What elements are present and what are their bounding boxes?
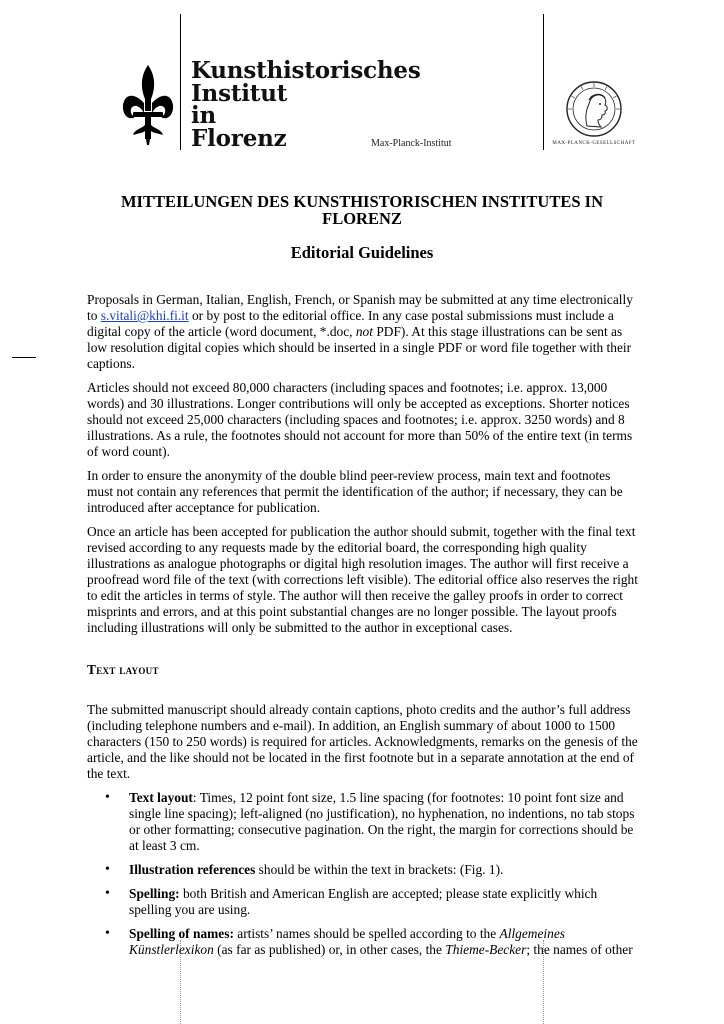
intro-paragraph-2: Articles should not exceed 80,000 characters (including spaces and footnotes; i.e. approx. 13,000 words) and 30 illustrations. Longer contributions will only be accepted as exceptions. Shorter notices should not exceed 25,000 characters (including spaces and footnotes; i.e. approx. 3250 words) and 8 illustrations. As a rule, the footnotes should not account for more than 50% of the entire text (in terms of word count). xyxy=(87,380,633,459)
institute-logo-text xyxy=(191,57,421,152)
list-item-label: Illustration references xyxy=(129,862,256,877)
list-item-text: both British and American English are accepted; please state explicitly which spelling you are using. xyxy=(129,886,598,917)
logo-line: Institut xyxy=(191,79,288,107)
logo-line: Florenz xyxy=(191,124,287,152)
list-item-text: should be within the text in brackets: (Fig. 1). xyxy=(255,862,504,877)
logo-line: in xyxy=(191,102,217,129)
fleur-de-lis-icon xyxy=(121,63,175,147)
mpg-label: MAX-PLANCK-GESELLSCHAFT xyxy=(552,141,636,146)
list-item-text: ; the names of other xyxy=(526,942,633,957)
emphasis-akl: Allgemeines Künstlerlexikon xyxy=(129,926,565,957)
document-body xyxy=(87,292,639,966)
text-span: or by post to the editorial office. In any case postal submissions must include a digital copy of the article (word document, *.doc, xyxy=(87,308,614,339)
list-item-label: Spelling: xyxy=(129,886,180,901)
text-span: PDF). At this stage illustrations can be sent as low resolution digital copies which should be inserted in a single PDF or word file together with their captions. xyxy=(87,324,632,371)
logo-line: Kunsthistorisches xyxy=(191,57,421,84)
emphasis-thieme-becker: Thieme-Becker xyxy=(445,942,527,957)
intro-paragraph-4: Once an article has been accepted for publication the author should submit, together with the final text revised according to any requests made by the editorial board, the corresponding high quality illustrations as analogue photographs or digital high resolution images. The author will first receive a proofread word file of the text (with corrections left visible). The editorial office also reserves the right to edit the articles in terms of style. The author will then receive the galley proofs in order to correct misprints and errors, and at this point substantial changes are no longer possible. The layout proofs including illustrations will only be submitted to the author in exceptional cases. xyxy=(87,524,638,635)
email-link[interactable]: s.vitali@khi.fi.it xyxy=(100,308,189,323)
section-heading-text-layout: Text layout xyxy=(87,662,159,677)
list-item-label: Spelling of names: xyxy=(129,926,234,941)
list-item xyxy=(129,862,639,878)
header-divider-right xyxy=(543,14,544,150)
list-item xyxy=(129,886,639,918)
margin-mark xyxy=(12,357,36,358)
mpi-label: Max-Planck-Institut xyxy=(371,138,452,149)
minerva-seal-icon xyxy=(565,80,623,138)
intro-paragraph-1 xyxy=(87,292,639,372)
list-item xyxy=(129,790,639,854)
intro-paragraph-3: In order to ensure the anonymity of the double blind peer-review process, main text and footnotes must not contain any references that permit the identification of the author; if necessary, they can be introduced after acceptance for publication. xyxy=(87,468,623,515)
text-layout-paragraph: The submitted manuscript should already contain captions, photo credits and the author’s full address (including telephone numbers and e-mail). In addition, an English summary of about 1000 to 1500 characters (150 to 250 words) is required for articles. Acknowledgments, remarks on the genesis of the article, and the like should not be located in the first footnote but in a separate annotation at the end of the text. xyxy=(87,702,638,781)
list-item-text: : Times, 12 point font size, 1.5 line spacing (for footnotes: 10 point font size and single line spacing); left-aligned (no justification), no hyphenation, no indentions, no tab stops or other formatting; consecutive pagination. On the right, the margin for corrections should be at least 3 cm. xyxy=(129,790,635,853)
list-item-label: Text layout xyxy=(129,790,193,805)
guidelines-list xyxy=(87,790,639,958)
header-divider-left xyxy=(180,14,181,150)
list-item-text: (as far as published) or, in other cases, the xyxy=(213,942,446,957)
list-item xyxy=(129,926,639,958)
document-subtitle: Editorial Guidelines xyxy=(290,243,434,262)
document-title: MITTEILUNGEN DES KUNSTHISTORISCHEN INSTITUTES IN FLORENZ xyxy=(120,192,603,228)
text-span: Proposals in German, Italian, English, French, or Spanish may be submitted at any time electronically to xyxy=(87,292,633,323)
emphasis-not: not xyxy=(355,324,373,339)
list-item-text: artists’ names should be spelled according to the xyxy=(233,926,500,941)
